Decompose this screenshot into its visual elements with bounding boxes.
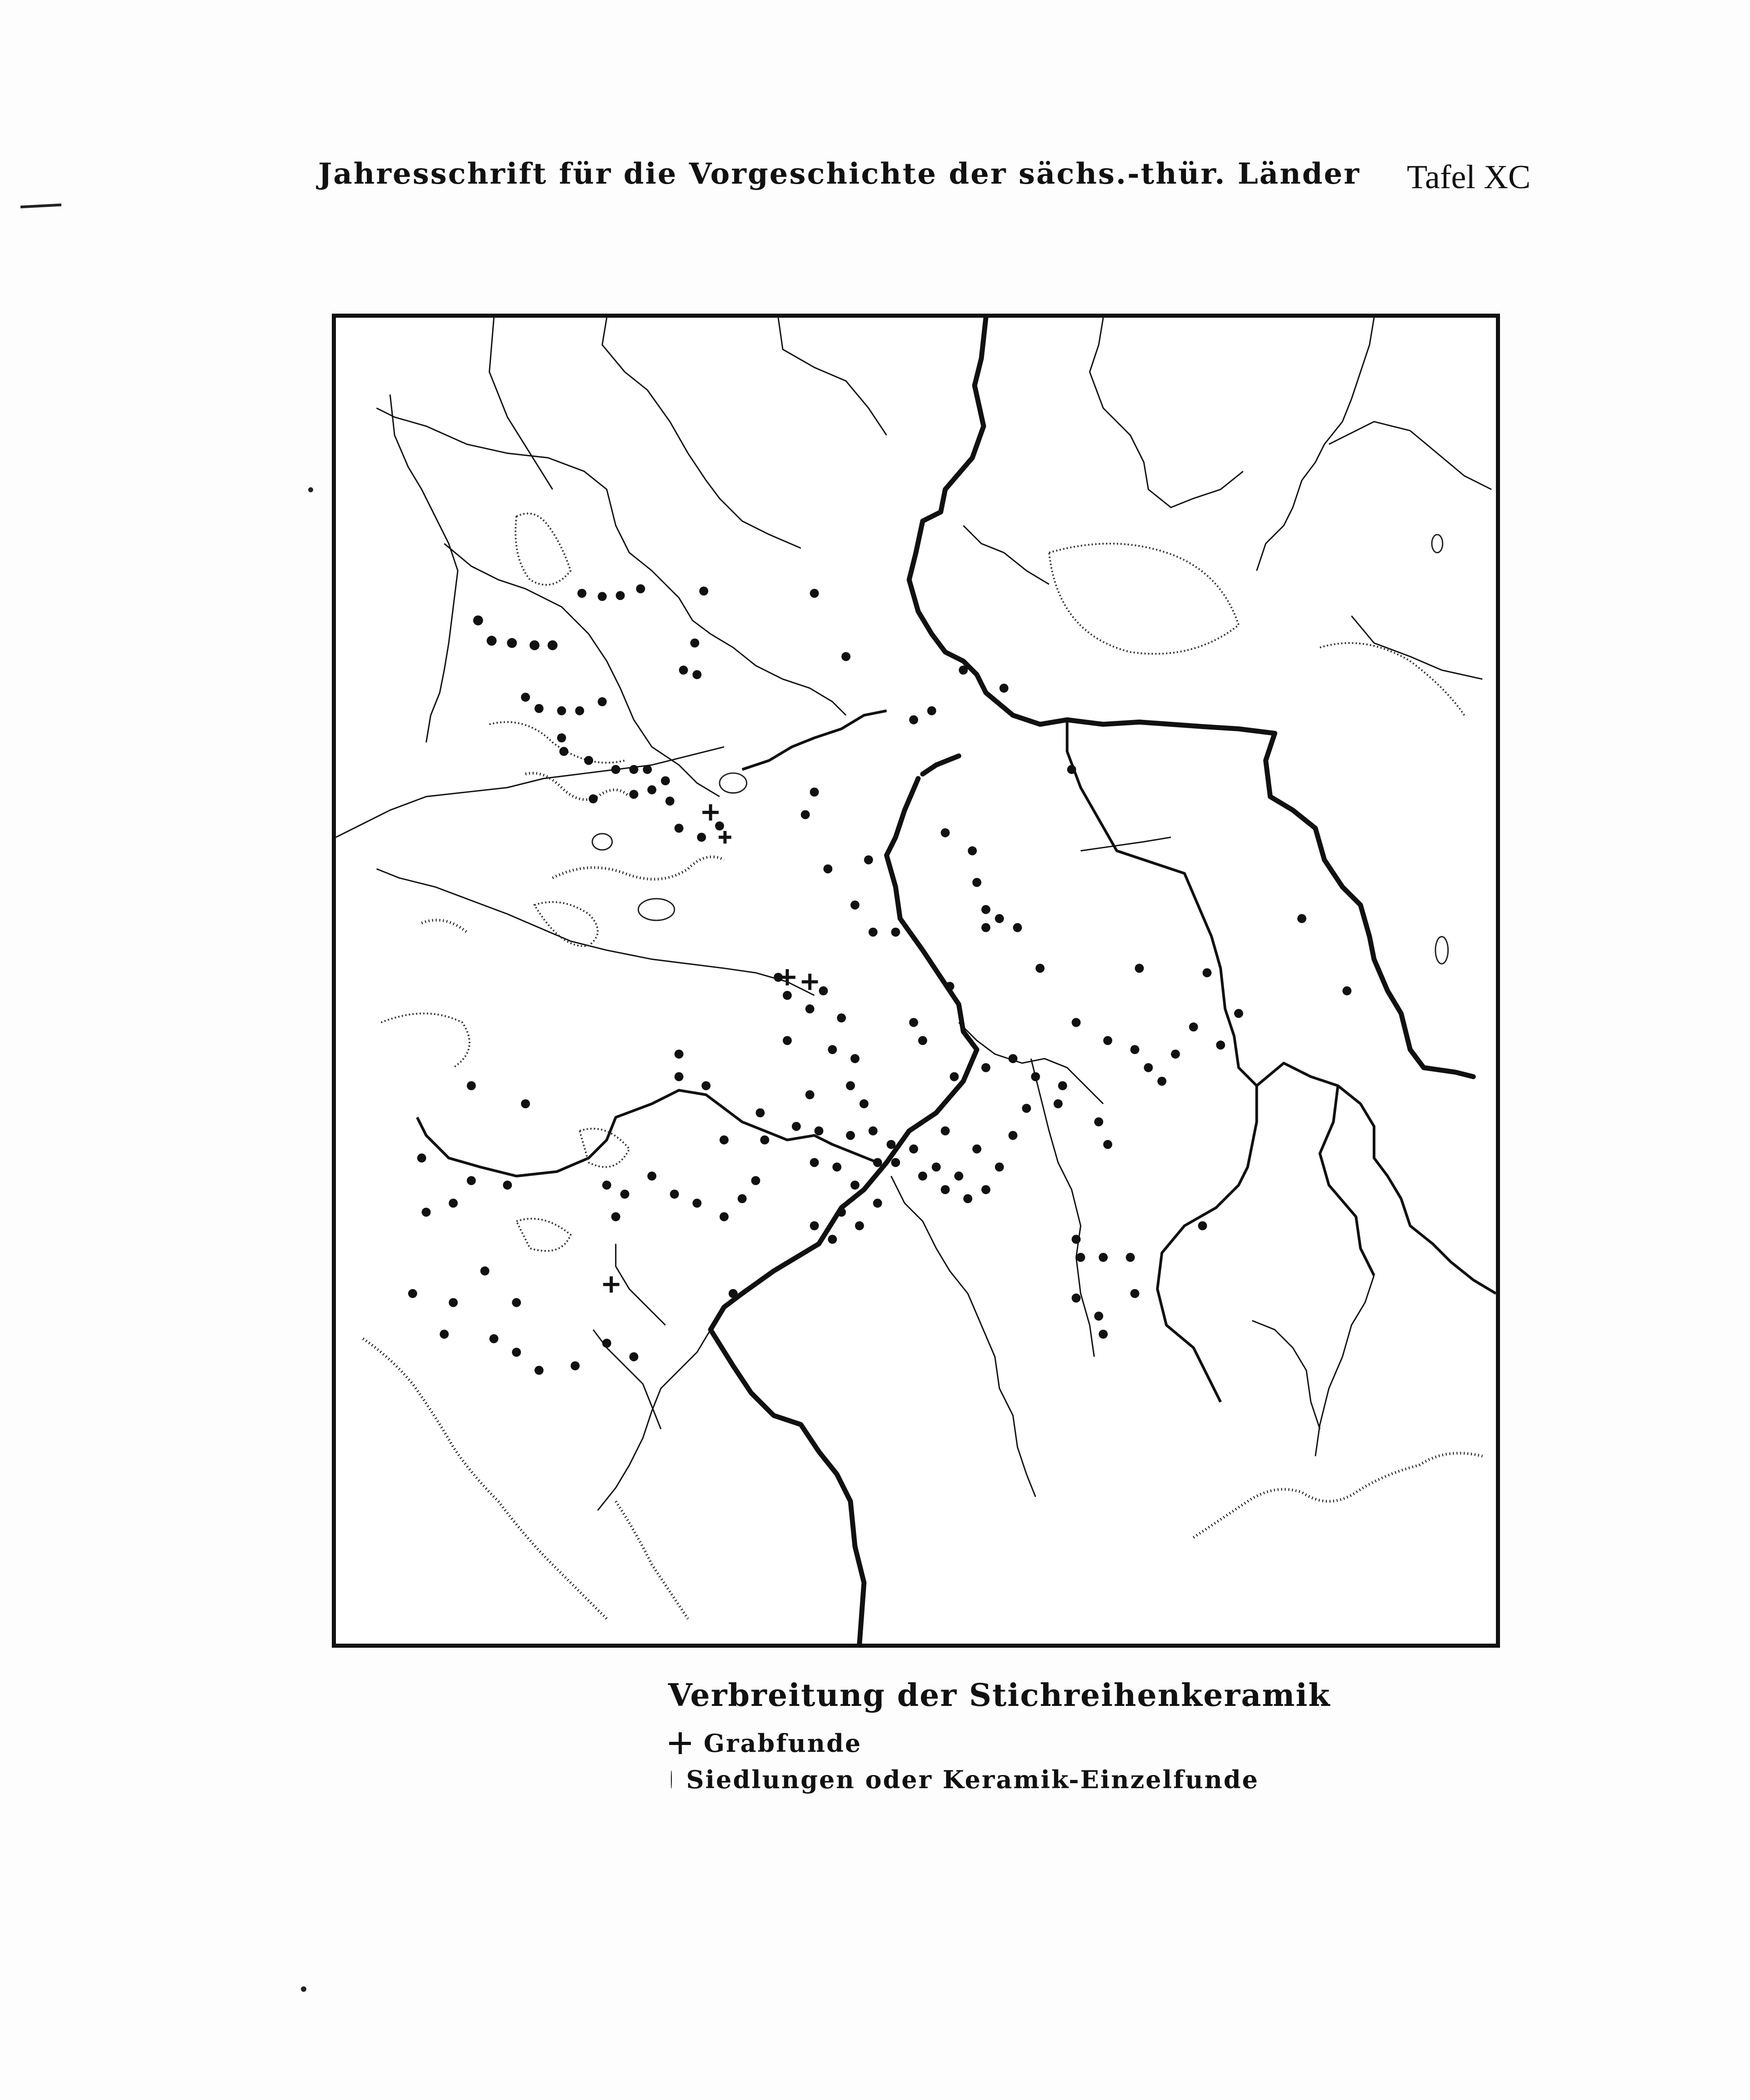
settlement-dot: [701, 1081, 710, 1090]
lake-2: [592, 834, 612, 850]
upland-6: [381, 1014, 470, 1068]
settlement-dot: [959, 665, 968, 675]
grave-cross: [779, 969, 795, 985]
settlement-dot: [755, 1108, 765, 1117]
river-15: [1315, 1275, 1374, 1456]
settlement-dot: [968, 846, 977, 855]
settlement-dot: [598, 592, 607, 601]
settlement-dot: [841, 652, 850, 661]
mountain-4: [525, 773, 629, 800]
settlement-dot: [819, 986, 828, 995]
legend-label: Siedlungen oder Keramik-Einzelfunde: [686, 1765, 1259, 1794]
settlement-dot: [950, 1072, 959, 1081]
distribution-map: [332, 314, 1500, 1648]
legend-label: Grabfunde: [704, 1729, 862, 1758]
settlement-dot: [670, 1190, 679, 1199]
settlement-dot: [629, 765, 638, 774]
settlement-dot: [760, 1135, 769, 1145]
settlement-dot: [891, 928, 900, 937]
settlement-dot: [602, 1180, 611, 1190]
upland-2: [1049, 544, 1239, 654]
settlement-dot: [530, 640, 540, 650]
settlement-dot: [828, 1235, 837, 1244]
settlement-dot: [422, 1208, 431, 1217]
settlement-dot: [1013, 923, 1022, 932]
settlement-dot: [557, 706, 566, 715]
river-13: [616, 1244, 665, 1325]
upland-hachures: [381, 514, 1464, 1251]
settlement-dot: [918, 1036, 927, 1045]
settlement-dot: [577, 589, 586, 598]
settlement-dot: [503, 1180, 512, 1190]
settlement-dot: [855, 1221, 864, 1230]
settlement-dot: [1058, 1081, 1067, 1090]
settlement-dot: [487, 636, 497, 646]
settlement-dot: [692, 1199, 701, 1208]
settlement-dot: [810, 589, 819, 598]
settlement-dot: [512, 1298, 521, 1307]
settlement-dot: [860, 1099, 869, 1108]
settlement-dot: [467, 1176, 476, 1185]
settlement-dot: [408, 1289, 417, 1298]
settlement-dot: [557, 733, 566, 742]
grave-cross: [719, 831, 731, 844]
settlement-dot: [643, 765, 652, 774]
settlement-dot: [837, 1014, 846, 1023]
settlement-dot: [981, 905, 990, 914]
settlement-dot: [1135, 964, 1144, 973]
settlement-dot: [589, 795, 598, 804]
settlement-dot: [810, 1158, 819, 1167]
settlement-dot: [675, 1050, 684, 1059]
settlement-dot: [480, 1266, 490, 1275]
settlement-dot: [679, 665, 688, 675]
settlement-dot: [805, 1005, 815, 1014]
settlement-dot: [864, 855, 873, 865]
settlement-dot: [1076, 1253, 1085, 1262]
settlement-dot: [629, 790, 638, 799]
settlement-dot: [675, 824, 684, 833]
settlement-dot: [792, 1122, 801, 1131]
settlement-dot: [1072, 1018, 1081, 1027]
settlement-dot: [945, 982, 955, 991]
settlement-dot: [560, 747, 569, 756]
settlement-dot: [535, 704, 544, 713]
lake-1: [720, 773, 747, 793]
settlement-dot: [869, 928, 878, 937]
grave-cross: [702, 804, 719, 820]
river-10: [1031, 1059, 1094, 1357]
river-5: [602, 318, 801, 548]
settlement-dot: [981, 1185, 990, 1194]
river-7: [376, 869, 814, 995]
settlement-dot: [1144, 1063, 1153, 1072]
settlement-dot: [810, 788, 819, 797]
settlement-dot: [1031, 1072, 1040, 1081]
settlement-dot: [512, 1348, 521, 1357]
settlement-dot: [507, 638, 517, 648]
settlement-dot: [1126, 1253, 1135, 1262]
settlement-dot: [801, 810, 810, 819]
settlement-dot: [1203, 968, 1212, 977]
settlement-dot: [1099, 1330, 1108, 1339]
settlement-dot: [1189, 1022, 1198, 1031]
running-title: Jahresschrift für die Vorgeschichte der sächs.-thür. Länder: [318, 157, 1360, 191]
settlement-dot: [575, 706, 584, 715]
secondary-boundaries: [417, 711, 1496, 1402]
settlement-dot: [521, 693, 530, 702]
settlement-dot: [535, 1366, 544, 1375]
map-canvas: [336, 318, 1496, 1644]
settlement-dot: [665, 796, 675, 805]
settlement-dot: [1022, 1104, 1031, 1113]
settlement-dot: [620, 1190, 630, 1199]
upland-7: [516, 1219, 570, 1251]
settlement-dot: [690, 639, 700, 648]
settlement-dot: [981, 1063, 990, 1072]
river-17: [1080, 837, 1171, 851]
settlement-dot: [611, 1212, 620, 1221]
river-16: [1252, 1320, 1320, 1429]
upland-1: [515, 514, 570, 585]
settlement-dot: [869, 1126, 878, 1135]
settlement-dot: [932, 1163, 941, 1172]
settlement-dot: [661, 776, 670, 785]
settlement-dot: [602, 1339, 611, 1348]
settlement-dot: [850, 1180, 860, 1190]
grave-cross: [603, 1276, 620, 1293]
legend-item-grave-finds: [668, 1725, 1259, 1761]
mountain-6: [422, 920, 467, 932]
settlement-dot: [783, 991, 792, 1000]
settlement-dot: [873, 1158, 882, 1167]
settlement-dot: [995, 914, 1004, 923]
settlement-dot: [1099, 1253, 1108, 1262]
district-border-e: [742, 711, 887, 770]
river-4: [490, 318, 553, 490]
upland-8: [580, 1129, 629, 1167]
lakes: [592, 535, 1448, 964]
filled-circle-marker-icon: [671, 1770, 672, 1789]
settlement-dot: [783, 1036, 792, 1045]
settlement-dot: [1000, 684, 1009, 693]
settlement-dot: [1234, 1009, 1243, 1018]
settlement-dot: [927, 706, 936, 715]
settlement-dot: [805, 1090, 815, 1100]
settlement-dot: [846, 1131, 855, 1140]
settlement-dot: [720, 1135, 729, 1145]
settlement-dot: [832, 1163, 841, 1172]
lake-3: [638, 899, 674, 920]
settlement-dot: [972, 1145, 981, 1154]
major-boundaries: [710, 318, 1473, 1644]
margin-mark: [20, 204, 61, 209]
margin-mark: [308, 487, 313, 492]
settlement-dot: [846, 1081, 855, 1090]
river-21: [1329, 422, 1491, 490]
settlement-dot: [675, 1072, 684, 1081]
settlement-dot: [981, 923, 990, 932]
settlement-dot: [1157, 1077, 1166, 1086]
settlement-dot: [1103, 1140, 1112, 1149]
upland-3: [1320, 643, 1465, 715]
settlement-dot: [815, 1126, 824, 1135]
settlement-dot: [1216, 1040, 1225, 1050]
district-border-d: [417, 1090, 878, 1176]
settlement-dot: [1130, 1045, 1140, 1054]
settlement-dot: [490, 1334, 499, 1343]
settlement-dot: [1054, 1099, 1063, 1108]
settlement-dot: [823, 865, 832, 874]
settlement-dot: [570, 1361, 580, 1370]
settlement-dot: [720, 1212, 729, 1221]
settlement-dot: [1072, 1294, 1081, 1303]
grave-markers: [603, 804, 818, 1292]
settlement-dot: [616, 591, 625, 600]
settlement-dot: [417, 1154, 426, 1163]
settlement-dot: [909, 1145, 918, 1154]
settlement-dot: [909, 1018, 918, 1027]
river-2: [390, 395, 458, 742]
settlement-dot: [828, 1045, 837, 1054]
settlement-dot: [850, 1054, 860, 1063]
mountain-1: [363, 1339, 607, 1619]
settlement-dot: [1009, 1054, 1018, 1063]
settlement-dot: [647, 1171, 656, 1180]
border-link: [923, 756, 959, 774]
settlement-dot: [729, 1289, 738, 1298]
settlement-dot: [751, 1176, 760, 1185]
settlement-dot: [909, 715, 918, 725]
settlement-dot: [891, 1158, 900, 1167]
river-19: [1090, 318, 1243, 507]
settlement-dot: [449, 1199, 458, 1208]
settlement-dot: [1094, 1312, 1103, 1321]
cross-marker-icon: [668, 1731, 692, 1755]
settlement-dot: [699, 586, 708, 595]
settlement-dot: [1297, 914, 1306, 923]
settlement-dot: [954, 1171, 963, 1180]
settlement-dot: [697, 833, 706, 842]
settlement-dot: [611, 765, 620, 774]
district-border-a: [1067, 720, 1257, 1402]
margin-mark: [301, 1986, 306, 1992]
rivers: [336, 318, 1491, 1510]
river-east: [1266, 733, 1474, 1076]
settlement-dot: [1103, 1036, 1112, 1045]
settlement-dot: [1094, 1117, 1103, 1126]
settlement-dot: [521, 1099, 530, 1108]
settlement-dot: [584, 756, 593, 765]
settlement-dot: [692, 670, 701, 679]
settlement-dot: [647, 785, 656, 795]
settlement-dot: [810, 1221, 819, 1230]
settlement-dot: [850, 900, 860, 910]
settlement-dot: [941, 1126, 950, 1135]
settlement-dot: [598, 697, 607, 706]
plate-number: Tafel XC: [1407, 159, 1531, 196]
mountain-2: [616, 1501, 688, 1619]
grave-cross: [802, 974, 818, 990]
river-9: [959, 1022, 1103, 1104]
river-8: [336, 747, 724, 837]
settlement-dot: [1009, 1131, 1018, 1140]
settlement-dot: [1067, 765, 1076, 774]
legend-item-settlements: [668, 1761, 1259, 1798]
lake-4: [1432, 535, 1443, 553]
settlement-dot: [941, 1185, 950, 1194]
settlement-dot: [1342, 986, 1351, 995]
settlement-dot: [473, 615, 483, 625]
settlement-dot: [449, 1298, 458, 1307]
river-6: [778, 318, 886, 435]
settlement-dot: [1130, 1289, 1140, 1298]
river-14: [598, 1330, 710, 1510]
settlement-dot: [629, 1352, 638, 1361]
mountain-3: [1194, 1453, 1483, 1538]
settlement-dot: [995, 1163, 1004, 1172]
river-11: [891, 1176, 1035, 1497]
settlement-dot: [1171, 1050, 1180, 1059]
mountain-5: [553, 857, 724, 879]
settlement-dot: [873, 1199, 882, 1208]
settlement-dot: [738, 1194, 747, 1203]
settlement-dot: [440, 1330, 449, 1339]
map-title: Verbreitung der Stichreihenkeramik: [668, 1677, 1331, 1714]
settlement-dot: [636, 584, 645, 593]
settlement-dot: [467, 1081, 476, 1090]
settlement-dot: [548, 640, 558, 650]
mountain-hachures: [363, 773, 1483, 1619]
river-18: [963, 525, 1049, 584]
settlement-dot: [1072, 1235, 1081, 1244]
settlement-dot: [837, 1208, 846, 1217]
river-20: [1257, 318, 1374, 571]
district-border-b: [1257, 1063, 1496, 1294]
settlement-dot: [941, 828, 950, 837]
settlement-dot: [1198, 1221, 1207, 1230]
settlement-dot: [972, 878, 981, 887]
upland-4: [490, 722, 625, 763]
settlement-dot: [963, 1194, 972, 1203]
settlement-dot: [715, 821, 724, 830]
settlement-dot: [886, 1140, 895, 1149]
settlement-dot: [1035, 964, 1045, 973]
settlement-dot: [918, 1171, 927, 1180]
settlement-markers: [408, 584, 1351, 1375]
river-22: [1351, 616, 1482, 679]
lake-5: [1435, 937, 1448, 964]
